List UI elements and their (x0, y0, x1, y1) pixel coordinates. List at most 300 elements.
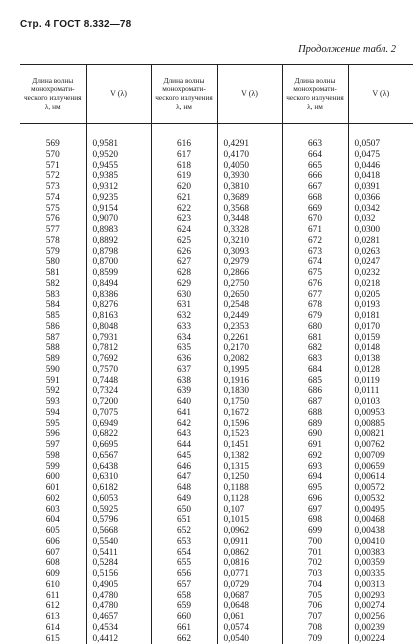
wavelength-cell: 646 (151, 462, 217, 473)
wavelength-header-1: Длина волны монохромати- ческого излучения λ, нм (20, 65, 86, 124)
wavelength-cell: 659 (151, 601, 217, 612)
wavelength-cell: 690 (282, 429, 348, 440)
wavelength-cell: 618 (151, 161, 217, 172)
wavelength-cell: 626 (151, 247, 217, 258)
v-lambda-cell: 0,0729 (217, 580, 282, 591)
v-lambda-cell: 0,00274 (348, 601, 413, 612)
table-body (20, 124, 413, 644)
wavelength-cell: 617 (151, 150, 217, 161)
table-row (20, 601, 413, 612)
table-row (20, 247, 413, 258)
v-lambda-cell: 0,9581 (86, 124, 151, 150)
wavelength-cell: 701 (282, 548, 348, 559)
table-row (20, 365, 413, 376)
wavelength-cell: 661 (151, 623, 217, 634)
wavelength-cell: 678 (282, 300, 348, 311)
v-lambda-cell: 0,0911 (217, 537, 282, 548)
v-lambda-cell: 0,0687 (217, 591, 282, 602)
wavelength-cell: 611 (20, 591, 86, 602)
wavelength-cell: 708 (282, 623, 348, 634)
v-lambda-cell: 0,9070 (86, 214, 151, 225)
wavelength-cell: 582 (20, 279, 86, 290)
table-continuation-label: Продолжение табл. 2 (298, 44, 396, 55)
table-row (20, 311, 413, 322)
wavelength-cell: 644 (151, 440, 217, 451)
v-lambda-cell: 0,00256 (348, 612, 413, 623)
wavelength-cell: 583 (20, 290, 86, 301)
wavelength-cell: 649 (151, 494, 217, 505)
wavelength-cell: 596 (20, 429, 86, 440)
page-header: Стр. 4 ГОСТ 8.332—78 (20, 19, 131, 30)
wavelength-cell: 634 (151, 333, 217, 344)
wavelength-cell: 671 (282, 225, 348, 236)
v-lambda-cell: 0,5284 (86, 558, 151, 569)
wavelength-cell: 610 (20, 580, 86, 591)
wavelength-cell: 668 (282, 193, 348, 204)
wavelength-cell: 628 (151, 268, 217, 279)
v-lambda-cell: 0,4657 (86, 612, 151, 623)
wavelength-cell: 642 (151, 419, 217, 430)
wavelength-cell: 593 (20, 397, 86, 408)
v-lambda-cell: 0,107 (217, 505, 282, 516)
v-lambda-cell: 0,2082 (217, 354, 282, 365)
wavelength-cell: 641 (151, 408, 217, 419)
v-lambda-header-3: V (λ) (348, 65, 413, 124)
v-lambda-header-2: V (λ) (217, 65, 282, 124)
wavelength-cell: 667 (282, 182, 348, 193)
wavelength-cell: 614 (20, 623, 86, 634)
wavelength-cell: 663 (282, 124, 348, 150)
wavelength-cell: 703 (282, 569, 348, 580)
v-lambda-cell: 0,0103 (348, 397, 413, 408)
wavelength-cell: 622 (151, 204, 217, 215)
wavelength-cell: 707 (282, 612, 348, 623)
v-lambda-cell: 0,1750 (217, 397, 282, 408)
v-lambda-cell: 0,00709 (348, 451, 413, 462)
v-lambda-cell: 0,5411 (86, 548, 151, 559)
v-lambda-cell: 0,0181 (348, 311, 413, 322)
wavelength-cell: 608 (20, 558, 86, 569)
v-lambda-cell: 0,6182 (86, 483, 151, 494)
v-lambda-cell: 0,8892 (86, 236, 151, 247)
table-row (20, 548, 413, 559)
v-lambda-cell: 0,2170 (217, 343, 282, 354)
wavelength-cell: 574 (20, 193, 86, 204)
v-lambda-cell: 0,00359 (348, 558, 413, 569)
wavelength-cell: 615 (20, 634, 86, 644)
v-lambda-cell: 0,7200 (86, 397, 151, 408)
v-lambda-cell: 0,0540 (217, 634, 282, 644)
v-lambda-cell: 0,00614 (348, 472, 413, 483)
wavelength-cell: 676 (282, 279, 348, 290)
v-lambda-cell: 0,00383 (348, 548, 413, 559)
table-row (20, 354, 413, 365)
v-lambda-cell: 0,2548 (217, 300, 282, 311)
v-lambda-cell: 0,032 (348, 214, 413, 225)
wavelength-cell: 706 (282, 601, 348, 612)
wavelength-cell: 577 (20, 225, 86, 236)
wavelength-cell: 645 (151, 451, 217, 462)
wavelength-cell: 580 (20, 257, 86, 268)
wavelength-cell: 694 (282, 472, 348, 483)
wavelength-cell: 689 (282, 419, 348, 430)
v-lambda-cell: 0,6567 (86, 451, 151, 462)
wavelength-cell: 672 (282, 236, 348, 247)
wavelength-cell: 636 (151, 354, 217, 365)
v-lambda-cell: 0,0648 (217, 601, 282, 612)
wavelength-cell: 643 (151, 429, 217, 440)
v-lambda-cell: 0,9520 (86, 150, 151, 161)
v-lambda-cell: 0,3568 (217, 204, 282, 215)
v-lambda-cell: 0,1916 (217, 376, 282, 387)
wavelength-cell: 589 (20, 354, 86, 365)
table-row (20, 623, 413, 634)
v-lambda-cell: 0,2650 (217, 290, 282, 301)
wavelength-header-3: Длина волны монохромати- ческого излучения λ, нм (282, 65, 348, 124)
v-lambda-cell: 0,00313 (348, 580, 413, 591)
wavelength-cell: 647 (151, 472, 217, 483)
wavelength-cell: 700 (282, 537, 348, 548)
v-lambda-cell: 0,4170 (217, 150, 282, 161)
wavelength-cell: 687 (282, 397, 348, 408)
wavelength-cell: 705 (282, 591, 348, 602)
wavelength-cell: 633 (151, 322, 217, 333)
v-lambda-cell: 0,1451 (217, 440, 282, 451)
v-lambda-cell: 0,0111 (348, 386, 413, 397)
v-lambda-cell: 0,00885 (348, 419, 413, 430)
v-lambda-cell: 0,0574 (217, 623, 282, 634)
v-lambda-cell: 0,00239 (348, 623, 413, 634)
table-row (20, 505, 413, 516)
wavelength-cell: 592 (20, 386, 86, 397)
table-row (20, 472, 413, 483)
wavelength-cell: 666 (282, 171, 348, 182)
v-lambda-cell: 0,4534 (86, 623, 151, 634)
wavelength-cell: 579 (20, 247, 86, 258)
table-row (20, 150, 413, 161)
v-lambda-cell: 0,8276 (86, 300, 151, 311)
table-row (20, 526, 413, 537)
v-lambda-cell: 0,1995 (217, 365, 282, 376)
wavelength-cell: 590 (20, 365, 86, 376)
table-row (20, 386, 413, 397)
v-lambda-cell: 0,0263 (348, 247, 413, 258)
v-lambda-cell: 0,00438 (348, 526, 413, 537)
table-row (20, 268, 413, 279)
table-row (20, 171, 413, 182)
table-row (20, 580, 413, 591)
wavelength-cell: 648 (151, 483, 217, 494)
wavelength-cell: 588 (20, 343, 86, 354)
v-lambda-cell: 0,5156 (86, 569, 151, 580)
wavelength-cell: 603 (20, 505, 86, 516)
v-lambda-cell: 0,4780 (86, 591, 151, 602)
wavelength-cell: 638 (151, 376, 217, 387)
wavelength-cell: 613 (20, 612, 86, 623)
v-lambda-cell: 0,0962 (217, 526, 282, 537)
v-lambda-cell: 0,00659 (348, 462, 413, 473)
wavelength-cell: 670 (282, 214, 348, 225)
wavelength-cell: 598 (20, 451, 86, 462)
v-lambda-cell: 0,0218 (348, 279, 413, 290)
wavelength-cell: 602 (20, 494, 86, 505)
table-row (20, 322, 413, 333)
wavelength-cell: 600 (20, 472, 86, 483)
wavelength-cell: 612 (20, 601, 86, 612)
v-lambda-cell: 0,7448 (86, 376, 151, 387)
wavelength-cell: 681 (282, 333, 348, 344)
wavelength-cell: 693 (282, 462, 348, 473)
wavelength-cell: 682 (282, 343, 348, 354)
table-row (20, 515, 413, 526)
table-row (20, 429, 413, 440)
v-lambda-cell: 0,4291 (217, 124, 282, 150)
wavelength-cell: 657 (151, 580, 217, 591)
v-lambda-cell: 0,8798 (86, 247, 151, 258)
v-lambda-cell: 0,00335 (348, 569, 413, 580)
table-row (20, 397, 413, 408)
wavelength-cell: 665 (282, 161, 348, 172)
wavelength-cell: 605 (20, 526, 86, 537)
v-lambda-cell: 0,8386 (86, 290, 151, 301)
table-row (20, 204, 413, 215)
v-lambda-cell: 0,1315 (217, 462, 282, 473)
v-lambda-cell: 0,00410 (348, 537, 413, 548)
v-lambda-cell: 0,8983 (86, 225, 151, 236)
v-lambda-cell: 0,1523 (217, 429, 282, 440)
v-lambda-cell: 0,6822 (86, 429, 151, 440)
v-lambda-cell: 0,0816 (217, 558, 282, 569)
v-lambda-cell: 0,6438 (86, 462, 151, 473)
v-lambda-cell: 0,1830 (217, 386, 282, 397)
wavelength-cell: 632 (151, 311, 217, 322)
wavelength-cell: 679 (282, 311, 348, 322)
wavelength-cell: 691 (282, 440, 348, 451)
wavelength-cell: 702 (282, 558, 348, 569)
wavelength-cell: 619 (151, 171, 217, 182)
table-row (20, 193, 413, 204)
wavelength-cell: 599 (20, 462, 86, 473)
v-lambda-cell: 0,8048 (86, 322, 151, 333)
table-row (20, 124, 413, 150)
v-lambda-cell: 0,3689 (217, 193, 282, 204)
table-row (20, 483, 413, 494)
wavelength-cell: 609 (20, 569, 86, 580)
v-lambda-cell: 0,1382 (217, 451, 282, 462)
wavelength-cell: 650 (151, 505, 217, 516)
v-lambda-cell: 0,00293 (348, 591, 413, 602)
wavelength-cell: 625 (151, 236, 217, 247)
v-lambda-cell: 0,00468 (348, 515, 413, 526)
v-lambda-cell: 0,0281 (348, 236, 413, 247)
wavelength-cell: 575 (20, 204, 86, 215)
wavelength-cell: 675 (282, 268, 348, 279)
table-row (20, 214, 413, 225)
wavelength-cell: 685 (282, 376, 348, 387)
wavelength-cell: 573 (20, 182, 86, 193)
table-row (20, 236, 413, 247)
v-lambda-cell: 0,9455 (86, 161, 151, 172)
wavelength-cell: 674 (282, 257, 348, 268)
table-row (20, 182, 413, 193)
v-lambda-cell: 0,0862 (217, 548, 282, 559)
v-lambda-cell: 0,0391 (348, 182, 413, 193)
wavelength-cell: 571 (20, 161, 86, 172)
wavelength-cell: 578 (20, 236, 86, 247)
wavelength-cell: 656 (151, 569, 217, 580)
table-row (20, 451, 413, 462)
v-lambda-cell: 0,0119 (348, 376, 413, 387)
wavelength-cell: 629 (151, 279, 217, 290)
v-lambda-cell: 0,6695 (86, 440, 151, 451)
v-lambda-cell: 0,0475 (348, 150, 413, 161)
table-row (20, 537, 413, 548)
table-row (20, 558, 413, 569)
v-lambda-cell: 0,9385 (86, 171, 151, 182)
wavelength-cell: 624 (151, 225, 217, 236)
wavelength-cell: 572 (20, 171, 86, 182)
table-row (20, 494, 413, 505)
v-lambda-cell: 0,3810 (217, 182, 282, 193)
v-lambda-cell: 0,4412 (86, 634, 151, 644)
v-lambda-cell: 0,7692 (86, 354, 151, 365)
wavelength-cell: 655 (151, 558, 217, 569)
wavelength-cell: 653 (151, 537, 217, 548)
v-lambda-cell: 0,4050 (217, 161, 282, 172)
v-lambda-cell: 0,8163 (86, 311, 151, 322)
wavelength-cell: 692 (282, 451, 348, 462)
wavelength-cell: 630 (151, 290, 217, 301)
wavelength-cell: 654 (151, 548, 217, 559)
v-lambda-cell: 0,00821 (348, 429, 413, 440)
v-lambda-cell: 0,00532 (348, 494, 413, 505)
v-lambda-cell: 0,0138 (348, 354, 413, 365)
wavelength-cell: 698 (282, 515, 348, 526)
v-lambda-cell: 0,6310 (86, 472, 151, 483)
wavelength-cell: 586 (20, 322, 86, 333)
v-lambda-cell: 0,0193 (348, 300, 413, 311)
v-lambda-cell: 0,8599 (86, 268, 151, 279)
wavelength-cell: 584 (20, 300, 86, 311)
wavelength-cell: 639 (151, 386, 217, 397)
v-lambda-cell: 0,2979 (217, 257, 282, 268)
wavelength-cell: 576 (20, 214, 86, 225)
v-lambda-cell: 0,00572 (348, 483, 413, 494)
v-lambda-cell: 0,0232 (348, 268, 413, 279)
wavelength-cell: 696 (282, 494, 348, 505)
v-lambda-cell: 0,061 (217, 612, 282, 623)
v-lambda-cell: 0,2866 (217, 268, 282, 279)
wavelength-cell: 604 (20, 515, 86, 526)
v-lambda-cell: 0,0159 (348, 333, 413, 344)
table-row (20, 279, 413, 290)
table-row (20, 161, 413, 172)
wavelength-cell: 635 (151, 343, 217, 354)
wavelength-cell: 673 (282, 247, 348, 258)
wavelength-cell: 697 (282, 505, 348, 516)
table-row (20, 257, 413, 268)
v-lambda-cell: 0,8494 (86, 279, 151, 290)
wavelength-cell: 699 (282, 526, 348, 537)
wavelength-cell: 680 (282, 322, 348, 333)
v-lambda-cell: 0,1672 (217, 408, 282, 419)
table-row (20, 612, 413, 623)
v-lambda-cell: 0,7075 (86, 408, 151, 419)
wavelength-cell: 664 (282, 150, 348, 161)
wavelength-cell: 660 (151, 612, 217, 623)
wavelength-cell: 591 (20, 376, 86, 387)
v-lambda-cell: 0,0507 (348, 124, 413, 150)
v-lambda-cell: 0,5925 (86, 505, 151, 516)
v-lambda-cell: 0,5796 (86, 515, 151, 526)
wavelength-cell: 616 (151, 124, 217, 150)
v-lambda-cell: 0,3093 (217, 247, 282, 258)
v-lambda-cell: 0,3210 (217, 236, 282, 247)
wavelength-cell: 651 (151, 515, 217, 526)
v-lambda-cell: 0,9154 (86, 204, 151, 215)
v-lambda-cell: 0,9235 (86, 193, 151, 204)
wavelength-cell: 594 (20, 408, 86, 419)
v-lambda-cell: 0,0247 (348, 257, 413, 268)
wavelength-header-2: Длина волны монохромати- ческого излучения λ, нм (151, 65, 217, 124)
v-lambda-cell: 0,5668 (86, 526, 151, 537)
v-lambda-cell: 0,0771 (217, 569, 282, 580)
table-row (20, 408, 413, 419)
wavelength-cell: 595 (20, 419, 86, 430)
table-row (20, 462, 413, 473)
v-lambda-cell: 0,3448 (217, 214, 282, 225)
v-lambda-cell: 0,6949 (86, 419, 151, 430)
v-lambda-cell: 0,4780 (86, 601, 151, 612)
wavelength-cell: 695 (282, 483, 348, 494)
v-lambda-cell: 0,0446 (348, 161, 413, 172)
wavelength-cell: 677 (282, 290, 348, 301)
v-lambda-cell: 0,2750 (217, 279, 282, 290)
v-lambda-cell: 0,7931 (86, 333, 151, 344)
v-lambda-cell: 0,00495 (348, 505, 413, 516)
wavelength-cell: 669 (282, 204, 348, 215)
v-lambda-cell: 0,9312 (86, 182, 151, 193)
wavelength-cell: 601 (20, 483, 86, 494)
v-lambda-cell: 0,00224 (348, 634, 413, 644)
wavelength-cell: 688 (282, 408, 348, 419)
v-lambda-cell: 0,7570 (86, 365, 151, 376)
v-lambda-cell: 0,00762 (348, 440, 413, 451)
v-lambda-cell: 0,7812 (86, 343, 151, 354)
wavelength-cell: 587 (20, 333, 86, 344)
v-lambda-cell: 0,6053 (86, 494, 151, 505)
v-lambda-cell: 0,1188 (217, 483, 282, 494)
table-row (20, 290, 413, 301)
v-lambda-cell: 0,0170 (348, 322, 413, 333)
wavelength-cell: 709 (282, 634, 348, 644)
v-lambda-cell: 0,0300 (348, 225, 413, 236)
v-lambda-cell: 0,2449 (217, 311, 282, 322)
table-row (20, 300, 413, 311)
table-row (20, 591, 413, 602)
v-lambda-cell: 0,0148 (348, 343, 413, 354)
v-lambda-cell: 0,1015 (217, 515, 282, 526)
v-lambda-cell: 0,1250 (217, 472, 282, 483)
wavelength-cell: 606 (20, 537, 86, 548)
wavelength-cell: 597 (20, 440, 86, 451)
wavelength-cell: 569 (20, 124, 86, 150)
table-row (20, 376, 413, 387)
v-lambda-cell: 0,0418 (348, 171, 413, 182)
wavelength-cell: 637 (151, 365, 217, 376)
v-lambda-cell: 0,2261 (217, 333, 282, 344)
wavelength-cell: 581 (20, 268, 86, 279)
